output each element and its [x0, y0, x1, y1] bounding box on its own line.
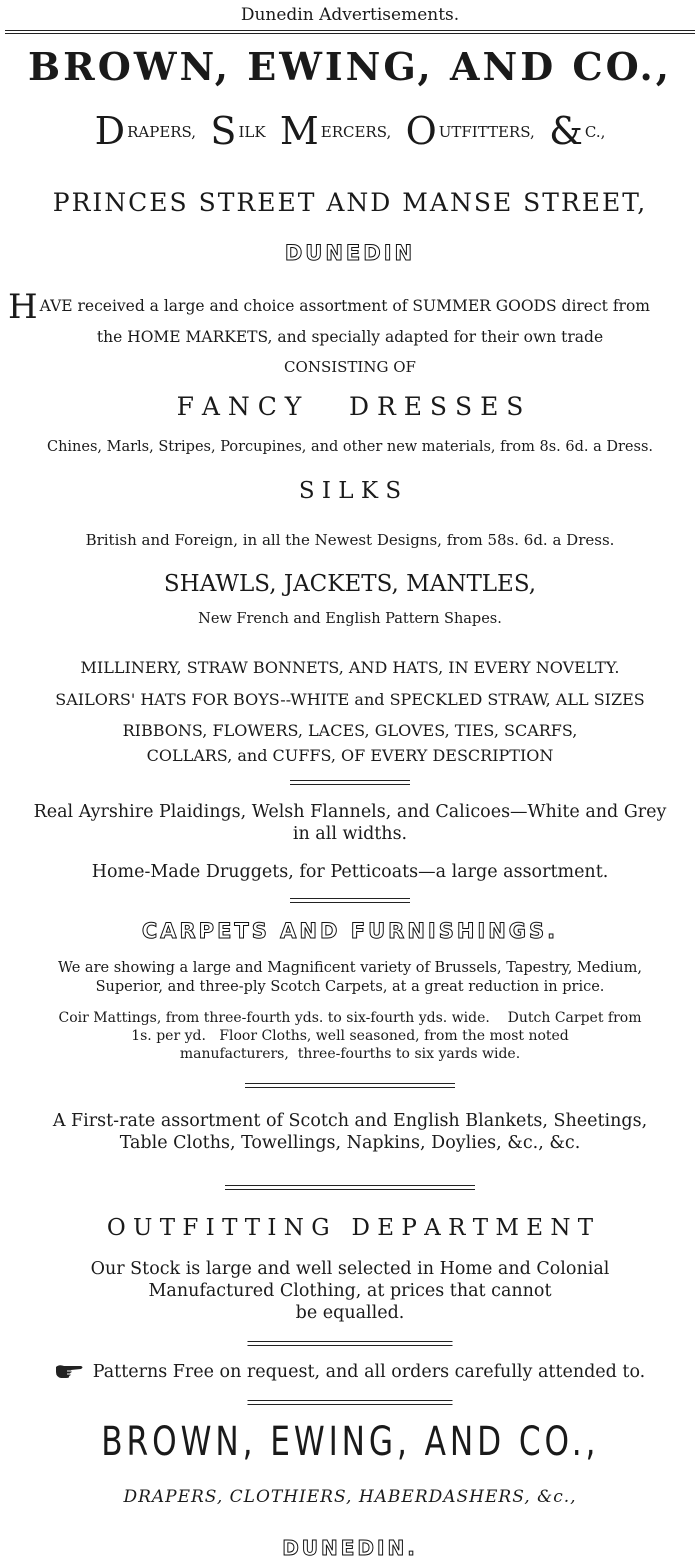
pointing-hand-icon	[55, 1362, 85, 1380]
carpets-line-1: We are showing a large and Magnificent variety of Brussels, Tapestry, Medium,	[58, 960, 642, 976]
trade-etc: & C.,	[549, 109, 606, 153]
trade-outfitters: O UTFITTERS,	[405, 109, 535, 153]
divider-rule-2	[290, 898, 410, 903]
footer-trades: DRAPERS, CLOTHIERS, HABERDASHERS, &c.,	[123, 1487, 577, 1507]
trade-silk: S ILK	[210, 109, 266, 153]
plaidings-line-2: in all widths.	[292, 824, 408, 844]
shawls-text: New French and English Pattern Shapes.	[198, 611, 502, 627]
divider-rule-5	[248, 1341, 453, 1346]
firm-name-heading: BROWN, EWING, AND CO.,	[28, 44, 672, 89]
divider-rule-4	[225, 1185, 475, 1190]
druggets-text: Home-Made Druggets, for Petticoats—a large assortment.	[91, 862, 609, 882]
divider-rule-1	[290, 780, 410, 785]
address-line: PRINCES STREET AND MANSE STREET,	[52, 188, 648, 217]
intro-line-2: the HOME MARKETS, and specially adapted for their own trade	[96, 328, 604, 346]
intro-drop-initial: H	[8, 287, 38, 327]
carpets-heading: CARPETS AND FURNISHINGS.	[141, 919, 559, 943]
city-heading: DUNEDIN	[284, 241, 416, 265]
fancy-dresses-text: Chines, Marls, Stripes, Porcupines, and other new materials, from 8s. 6d. a Dress.	[46, 439, 654, 455]
silks-text: British and Foreign, in all the Newest Designs, from 58s. 6d. a Dress.	[85, 531, 615, 549]
trade-mercers: M ERCERS,	[279, 109, 392, 153]
carpets-line-5: manufacturers, three-fourths to six yards wide.	[179, 1046, 521, 1062]
running-title: Dunedin Advertisements.	[240, 5, 460, 25]
trades-line	[0, 109, 700, 153]
header-rule	[5, 30, 695, 34]
footer-city: DUNEDIN.	[282, 1536, 418, 1560]
consisting-of: CONSISTING OF	[284, 358, 416, 376]
millinery-line-4: COLLARS, and CUFFS, OF EVERY DESCRIPTION	[146, 746, 554, 765]
fancy-dresses-heading: F A N C Y D R E S S E S	[176, 392, 524, 421]
carpets-line-4: 1s. per yd. Floor Cloths, well seasoned, from the most noted	[131, 1028, 569, 1044]
patterns-line	[0, 1362, 700, 1382]
shawls-heading: SHAWLS, JACKETS, MANTLES,	[163, 571, 537, 597]
intro-line-1: HAVE received a large and choice assortment of SUMMER GOODS direct from	[8, 287, 650, 327]
silks-heading: S I L K S	[298, 478, 402, 504]
plaidings-line-1: Real Ayrshire Plaidings, Welsh Flannels, and Calicoes—White and Grey	[33, 802, 667, 822]
trade-drapers: DRAPERS,	[94, 109, 197, 153]
outfitting-line-1: Our Stock is large and well selected in Home and Colonial	[90, 1259, 610, 1279]
footer-firm-name: BROWN, EWING, AND CO.,	[100, 1419, 600, 1465]
outfitting-line-3: be equalled.	[295, 1303, 405, 1323]
carpets-line-3: Coir Mattings, from three-fourth yds. to six-fourth yds. wide. Dutch Carpet from	[58, 1010, 642, 1026]
millinery-line-2: SAILORS' HATS FOR BOYS--WHITE and SPECKLED STRAW, ALL SIZES	[55, 690, 645, 709]
divider-rule-3	[245, 1083, 455, 1088]
millinery-line-1: MILLINERY, STRAW BONNETS, AND HATS, IN EVERY NOVELTY.	[80, 658, 620, 677]
outfitting-heading: O U T F I T T I N G D E P A R T M E N T	[106, 1215, 594, 1241]
outfitting-line-2: Manufactured Clothing, at prices that cannot	[148, 1281, 552, 1301]
patterns-text: Patterns Free on request, and all orders carefully attended to.	[92, 1362, 646, 1382]
divider-rule-6	[248, 1400, 453, 1405]
carpets-line-2: Superior, and three-ply Scotch Carpets, at a great reduction in price.	[95, 979, 605, 995]
blankets-line-2: Table Cloths, Towellings, Napkins, Doylies, &c., &c.	[119, 1133, 581, 1153]
blankets-line-1: A First-rate assortment of Scotch and English Blankets, Sheetings,	[52, 1111, 648, 1131]
millinery-line-3: RIBBONS, FLOWERS, LACES, GLOVES, TIES, SCARFS,	[122, 721, 578, 740]
